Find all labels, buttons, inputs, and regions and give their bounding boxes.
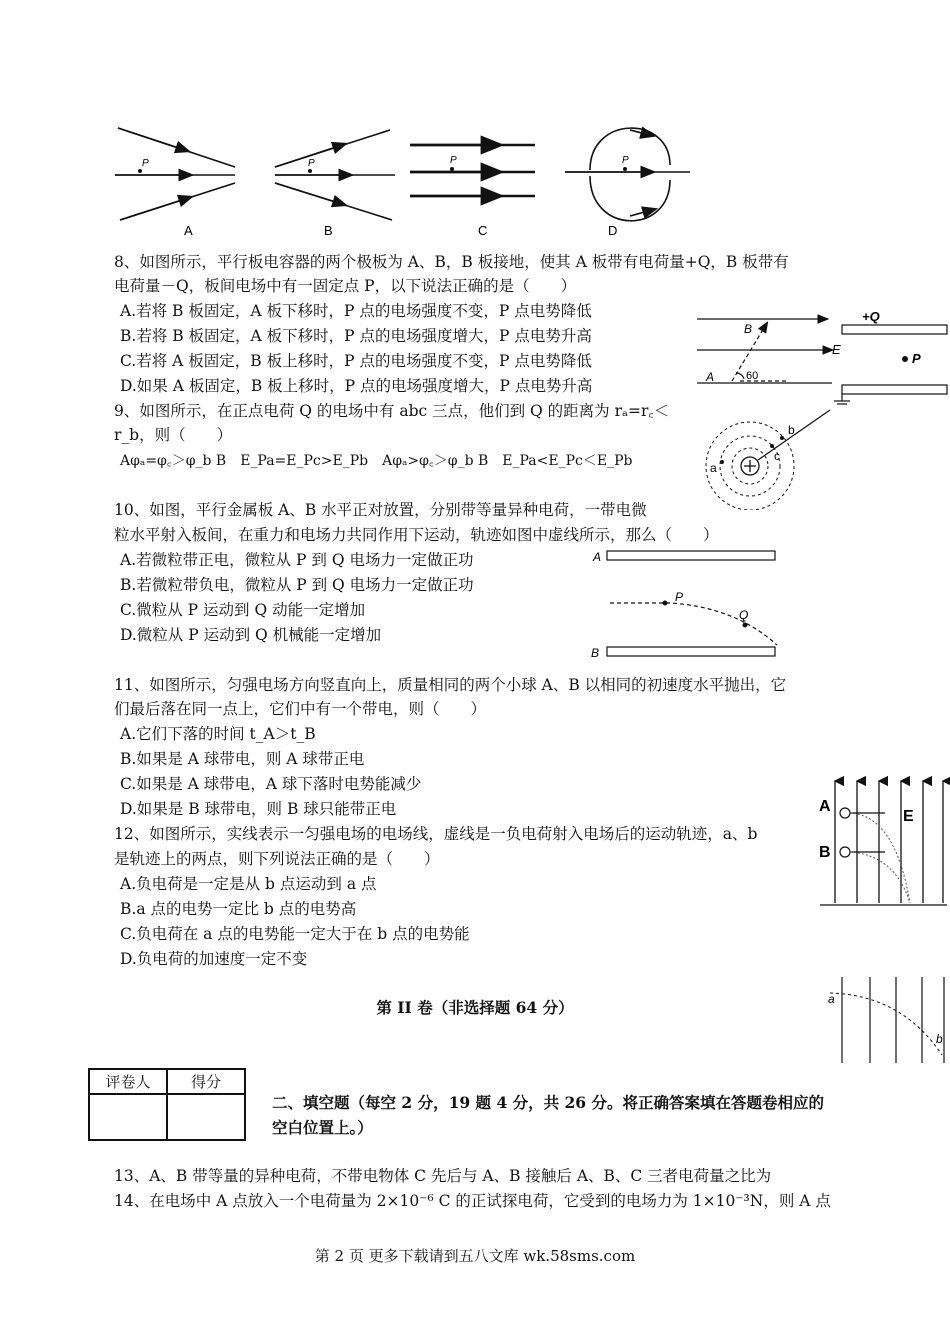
q8-fig-p: P xyxy=(912,351,921,366)
q8-stem-line2: 电荷量－Q，板间电场中有一固定点 P，以下说法正确的是（ ） xyxy=(114,277,577,295)
q9-stem-line1: 9、如图所示，在正点电荷 Q 的电场中有 abc 三点，他们到 Q 的距离为 rₐ=r꜀＜ xyxy=(114,402,670,420)
part2-heading-line1: 二、填空题（每空 2 分，19 题 4 分，共 26 分。将正确答案填在答题卷相应的 xyxy=(272,1093,824,1112)
q8-stem-line1: 8、如图所示，平行板电容器的两个极板为 A、B，B 板接地，使其 A 板带有电荷量+Q，B 板带有 xyxy=(114,253,789,271)
q9-point-charge-figure xyxy=(700,400,860,510)
diagram-d-label: D xyxy=(608,223,618,238)
diagram-a xyxy=(115,128,235,220)
q11-fig-b: B xyxy=(819,844,831,861)
part2-heading-line2: 空白位置上。） xyxy=(272,1118,373,1137)
q10-fig-q: Q xyxy=(739,608,749,622)
q8-option-a: A.若将 B 板固定，A 板下移时，P 点的电场强度不变，P 点电势降低 xyxy=(120,302,592,320)
q9-stem-line2: r_b，则（ ） xyxy=(114,426,233,444)
page-footer: 第 2 页 更多下载请到五八文库 wk.58sms.com xyxy=(314,1247,636,1265)
q11-stem-line1: 11、如图所示，匀强电场方向竖直向上，质量相同的两个小球 A、B 以相同的初速度水平抛出，它 xyxy=(114,676,787,694)
q9-fig-a: a xyxy=(710,461,717,475)
score-table xyxy=(88,1068,246,1141)
q12-stem-line2: 是轨迹上的两点，则下列说法正确的是（ ） xyxy=(114,850,440,868)
q11-field-figure xyxy=(815,775,950,910)
q12-fig-a: a xyxy=(828,992,835,1006)
diagram-a-point: P xyxy=(142,158,149,169)
q10-option-d: D.微粒从 P 运动到 Q 机械能一定增加 xyxy=(120,626,382,644)
q9-fig-c: c xyxy=(774,449,780,463)
q11-option-d: D.如果是 B 球带电，则 B 球只能带正电 xyxy=(120,800,397,818)
q10-option-c: C.微粒从 P 运动到 Q 动能一定增加 xyxy=(120,601,366,619)
q12-option-c: C.负电荷在 a 点的电势能一定大于在 b 点的电势能 xyxy=(120,925,470,943)
q12-trajectory-figure xyxy=(822,975,950,1065)
q12-stem-line1: 12、如图所示，实线表示一匀强电场的电场线，虚线是一负电荷射入电场后的运动轨迹，a、b xyxy=(114,825,758,843)
diagram-b xyxy=(275,130,395,220)
diagram-c-label: C xyxy=(478,223,488,238)
q10-fig-b: B xyxy=(591,646,600,660)
diagram-d xyxy=(565,128,690,221)
q8-capacitor-figure xyxy=(692,305,950,405)
q8-option-c: C.若将 A 板固定，B 板上移时，P 点的电场强度不变，P 点电势降低 xyxy=(120,352,592,370)
q10-stem-line2: 粒水平射入板间，在重力和电场力共同作用下运动，轨迹如图中虚线所示，那么（ ） xyxy=(114,526,719,544)
score-table-score-cell[interactable] xyxy=(167,1094,245,1140)
diagram-d-point: P xyxy=(622,155,629,166)
q8-fig-plus-q: +Q xyxy=(862,309,880,324)
q8-fig-e: E xyxy=(832,342,841,357)
q10-fig-p: P xyxy=(675,590,684,604)
score-table-grader-header: 评卷人 xyxy=(89,1069,167,1094)
q11-stem-line2: 们最后落在同一点上，它们中有一个带电，则（ ） xyxy=(114,700,487,718)
q8-option-d: D.如果 A 板固定，B 板上移时，P 点的电场强度增大，P 点电势升高 xyxy=(120,377,593,395)
q12-fig-b: b xyxy=(936,1032,943,1046)
q14-stem: 14、在电场中 A 点放入一个电荷量为 2×10⁻⁶ C 的正试探电荷，它受到的电场力为 1×10⁻³N，则 A 点 xyxy=(114,1192,831,1210)
diagram-b-label: B xyxy=(324,223,333,238)
score-table-score-header: 得分 xyxy=(167,1069,245,1094)
q11-option-c: C.如果是 A 球带电，A 球下落时电势能减少 xyxy=(120,775,422,793)
q12-option-b: B.a 点的电势一定比 b 点的电势高 xyxy=(120,900,357,918)
q8-fig-a: A xyxy=(706,370,715,384)
q10-option-b: B.若微粒带负电，微粒从 P 到 Q 电场力一定做正功 xyxy=(120,576,474,594)
section2-title: 第 II 卷（非选择题 64 分） xyxy=(376,998,574,1017)
q9-fig-b: b xyxy=(788,423,795,437)
q11-fig-a: A xyxy=(819,798,831,815)
field-line-figure xyxy=(110,120,700,245)
q8-option-b: B.若将 B 板固定，A 板下移时，P 点的电场强度增大，P 点电势升高 xyxy=(120,327,592,345)
score-table-grader-cell[interactable] xyxy=(89,1094,167,1140)
q10-fig-a: A xyxy=(593,550,602,564)
q11-option-b: B.如果是 A 球带电，则 A 球带正电 xyxy=(120,750,365,768)
q9-options: Aφₐ=φ꜀＞φ_b B E_Pa=E_Pc>E_Pb Aφₐ>φ꜀＞φ_b B E_Pa<E_Pc＜E_Pb xyxy=(120,453,633,469)
q12-option-d: D.负电荷的加速度一定不变 xyxy=(120,950,308,968)
diagram-c xyxy=(410,145,535,196)
q11-fig-e: E xyxy=(903,808,914,825)
q8-fig-angle: 60 xyxy=(746,370,759,382)
q11-option-a: A.它们下落的时间 t_A＞t_B xyxy=(120,725,316,743)
q10-option-a: A.若微粒带正电，微粒从 P 到 Q 电场力一定做正功 xyxy=(120,551,474,569)
q8-fig-b: B xyxy=(744,322,753,336)
q13-stem: 13、A、B 带等量的异种电荷，不带电物体 C 先后与 A、B 接触后 A、B、C 三者电荷量之比为 xyxy=(114,1167,772,1185)
diagram-c-point: P xyxy=(450,155,457,166)
q10-stem-line1: 10、如图，平行金属板 A、B 水平正对放置，分别带等量异种电荷，一带电微 xyxy=(114,501,647,519)
diagram-a-label: A xyxy=(184,223,193,238)
diagram-b-point: P xyxy=(308,158,315,169)
q10-plate-figure xyxy=(585,545,795,660)
q12-option-a: A.负电荷是一定是从 b 点运动到 a 点 xyxy=(120,875,377,893)
